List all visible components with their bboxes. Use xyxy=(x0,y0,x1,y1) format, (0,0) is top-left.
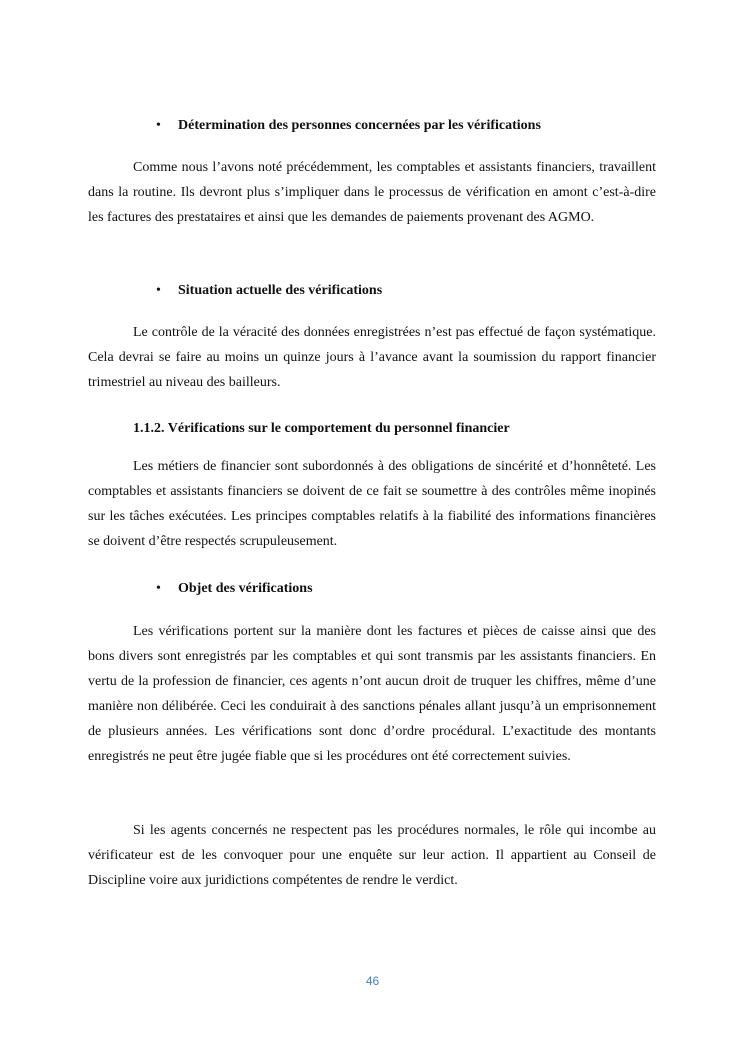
paragraph-agents: Si les agents concernés ne respectent pas les procédures normales, le rôle qui incombe au vérificateur est de les convoquer pour une enquête sur leur action. Il appartient au Conseil de Discipline voire aux juridictions compétentes de rendre le verdict. xyxy=(88,823,656,888)
bullet-icon: • xyxy=(156,581,161,596)
bullet-heading-situation xyxy=(156,281,382,301)
bullet-icon: • xyxy=(156,118,161,133)
page-number: 46 xyxy=(365,974,380,988)
heading-text: Objet des vérifications xyxy=(178,581,313,596)
heading-text: Détermination des personnes concernées par les vérifications xyxy=(178,118,541,133)
heading-text: Situation actuelle des vérifications xyxy=(178,283,383,298)
subsection-title: 1.1.2. Vérifications sur le comportement du personnel financier xyxy=(133,421,510,436)
paragraph-objet: Les vérifications portent sur la manière dont les factures et pièces de caisse ainsi que des bons divers sont enregistrés par les comptables et qui sont transmis par les assistants financiers. En vertu de la profession de financier, ces agents n’ont aucun droit de truquer les chiffres, même d’une manière non délibérée. Ceci les conduirait à des sanctions pénales allant jusqu’à un emprisonnement de plusieurs années. Les vérifications sont donc d’ordre procédural. L’exactitude des montants enregistrés ne peut être jugée fiable que si les procédures ont été correctement suivies. xyxy=(88,624,656,764)
bullet-heading-objet xyxy=(156,579,313,599)
paragraph-metiers: Les métiers de financier sont subordonnés à des obligations de sincérité et d’honnêteté. Les comptables et assistants financiers se doivent de ce fait se soumettre à des contrôles même inopinés sur les tâches exécutées. Les principes comptables relatifs à la fiabilité des informations financières se doivent d’être respectés scrupuleusement. xyxy=(88,459,656,549)
paragraph-determination: Comme nous l’avons noté précédemment, les comptables et assistants financiers, travaillent dans la routine. Ils devront plus s’impliquer dans le processus de vérification en amont c’est-à-dire les factures des prestataires et ainsi que les demandes de paiements provenant des AGMO. xyxy=(88,160,656,225)
bullet-icon: • xyxy=(156,283,161,298)
bullet-heading-determination xyxy=(156,116,541,136)
paragraph-situation: Le contrôle de la véracité des données enregistrées n’est pas effectué de façon systématique. Cela devrai se faire au moins un quinze jours à l’avance avant la soumission du rapport financier trimestriel au niveau des bailleurs. xyxy=(88,325,656,390)
